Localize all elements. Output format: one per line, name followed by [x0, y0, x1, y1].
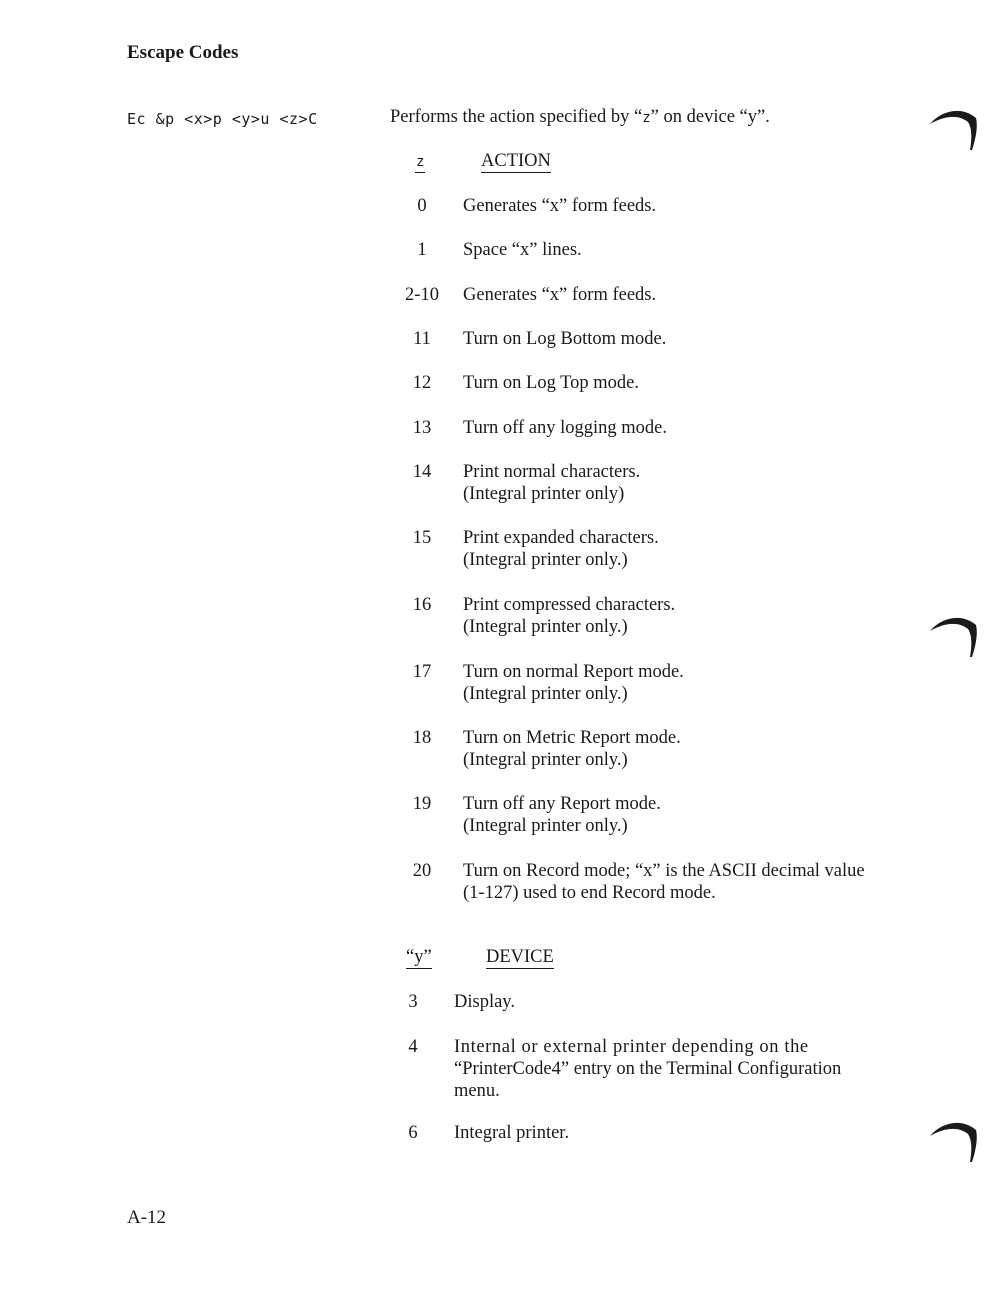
action-description-line: Print expanded characters. — [463, 528, 659, 548]
device-table-value-header — [486, 947, 554, 968]
device-description-line: Display. — [454, 992, 515, 1012]
action-description — [463, 284, 656, 306]
action-code: 14 — [412, 462, 432, 482]
action-description — [463, 860, 865, 904]
device-description-line: Internal or external printer depending on the — [454, 1037, 809, 1057]
intro-text-after: ”. — [757, 107, 770, 127]
action-description — [463, 527, 659, 571]
action-description-line: (Integral printer only.) — [463, 684, 628, 704]
action-description-line: (Integral printer only.) — [463, 550, 628, 570]
action-description — [463, 661, 684, 705]
action-description — [463, 417, 667, 439]
intro-y-param: y — [747, 107, 757, 127]
section-title: Escape Codes — [127, 42, 239, 63]
device-code: 6 — [408, 1123, 418, 1143]
action-code: 15 — [412, 528, 432, 548]
device-code: 3 — [408, 992, 418, 1012]
action-description-line: (1-127) used to end Record mode. — [463, 883, 716, 903]
action-description — [463, 372, 639, 394]
intro-text-before: Performs the action specified by “ — [390, 107, 643, 127]
action-code: 2-10 — [405, 285, 439, 305]
action-description-line: (Integral printer only.) — [463, 816, 628, 836]
action-description-line: (Integral printer only.) — [463, 617, 628, 637]
action-code: 11 — [413, 329, 431, 349]
device-code: 4 — [408, 1037, 418, 1057]
intro-z-param: z — [642, 110, 651, 126]
page-corner-curl-icon — [928, 1116, 980, 1166]
action-table-key-header: z — [415, 154, 425, 173]
device-description — [454, 1036, 841, 1102]
action-code: 18 — [412, 728, 432, 748]
device-description-line: “PrinterCode4” entry on the Terminal Configuration — [454, 1059, 842, 1079]
action-description-line: Print normal characters. — [463, 462, 641, 482]
action-description — [463, 461, 640, 505]
action-code: 16 — [412, 595, 432, 615]
intro-sentence — [390, 107, 770, 128]
device-description-line: Integral printer. — [454, 1123, 570, 1143]
action-description-line: Turn off any Report mode. — [463, 794, 661, 814]
action-code: 13 — [412, 418, 432, 438]
action-description — [463, 239, 582, 261]
action-description-line: (Integral printer only) — [463, 484, 625, 504]
action-description-line: Turn on Log Bottom mode. — [463, 329, 667, 349]
action-code: 12 — [412, 373, 432, 393]
page-number: A-12 — [127, 1207, 167, 1228]
device-description-line: menu. — [454, 1081, 500, 1101]
action-description-line: Generates “x” form feeds. — [463, 285, 657, 305]
action-header-label: ACTION — [481, 151, 551, 171]
action-description-line: Generates “x” form feeds. — [463, 196, 657, 216]
device-description — [454, 991, 515, 1013]
action-description — [463, 195, 656, 217]
action-description — [463, 793, 661, 837]
escape-code-sequence: Ec &p <x>p <y>u <z>C — [127, 110, 318, 128]
action-description — [463, 594, 675, 638]
device-table-key-header — [406, 947, 432, 968]
action-description-line: Turn on normal Report mode. — [463, 662, 684, 682]
device-description — [454, 1122, 569, 1144]
action-code: 19 — [412, 794, 432, 814]
device-key-label: “y” — [406, 947, 432, 967]
action-table-value-header — [481, 151, 551, 172]
action-code: 20 — [412, 861, 432, 881]
action-description-line: Turn off any logging mode. — [463, 418, 668, 438]
action-description — [463, 727, 681, 771]
action-description-line: Turn on Log Top mode. — [463, 373, 640, 393]
action-description-line: Print compressed characters. — [463, 595, 676, 615]
intro-text-middle: ” on device “ — [650, 107, 748, 127]
device-header-label: DEVICE — [486, 947, 554, 967]
action-description-line: Space “x” lines. — [463, 240, 582, 260]
page-corner-curl-icon — [928, 104, 980, 154]
action-description-line: Turn on Metric Report mode. — [463, 728, 681, 748]
action-description-line: Turn on Record mode; “x” is the ASCII decimal value — [463, 861, 865, 881]
action-description-line: (Integral printer only.) — [463, 750, 628, 770]
page-corner-curl-icon — [928, 611, 980, 661]
action-code: 0 — [417, 196, 427, 216]
action-description — [463, 328, 666, 350]
action-code: 1 — [417, 240, 427, 260]
action-code: 17 — [412, 662, 432, 682]
